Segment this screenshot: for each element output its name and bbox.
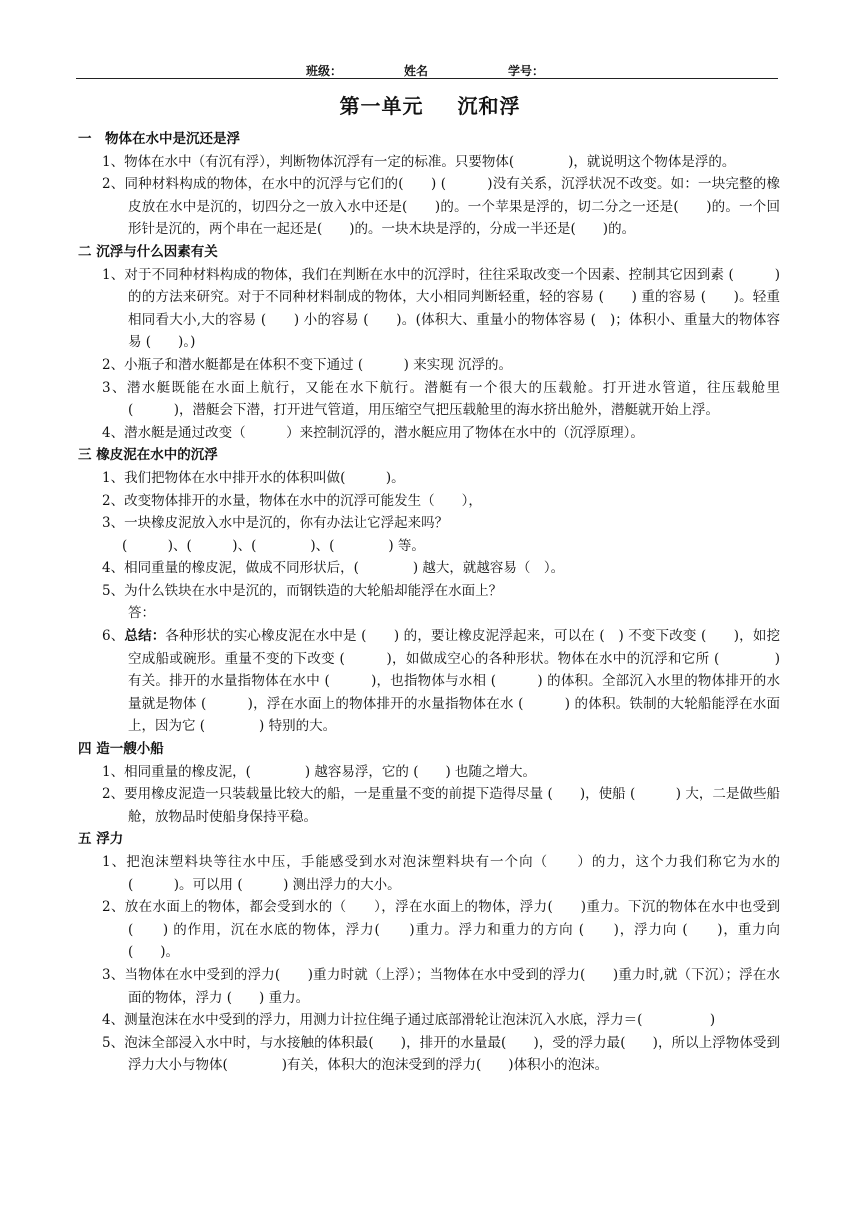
question-item: 4、潜水艇是通过改变（ ）来控制沉浮的，潜水艇应用了物体在水中的（沉浮原理）。 [102, 424, 644, 441]
question-item: 2、同种材料构成的物体，在水中的沉浮与它们的( ) ( )没有关系，沉浮状况不改变。如：一块完整的橡皮放在水中是沉的，切四分之一放入水中还是( )的。一个苹果是浮的，切二分之一还是( )的。一个回形针是沉的，两个串在一起还是( )的。一块木块是浮的，分成一半还是( )的。 [102, 176, 780, 238]
summary-number: 6、 [102, 628, 125, 645]
summary-label: 总结： [124, 628, 166, 645]
question-item: 3、一块橡皮泥放入水中是沉的，你有办法让它浮起来吗？ [102, 515, 449, 532]
question-item: 1、我们把物体在水中排开水的体积叫做( )。 [102, 469, 405, 486]
question-item: 2、要用橡皮泥造一只装载量比较大的船，一是重量不变的前提下造得尽量 ( )，使船 ( ) 大，二是做些船舱，放物品时使船身保持平稳。 [102, 786, 780, 825]
question-item: 1、相同重量的橡皮泥，( ) 越容易浮，它的 ( ) 也随之增大。 [102, 763, 537, 780]
question-item: 2、小瓶子和潜水艇都是在体积不变下通过 ( ) 来实现 沉浮的。 [102, 356, 512, 373]
question-item: 3、潜水艇既能在水面上航行，又能在水下航行。潜艇有一个很大的压载舱。打开进水管道，往压载舱里 ( )，潜艇会下潜，打开进气管道，用压缩空气把压载舱里的海水挤出舱外，潜艇就开始上浮。 [102, 379, 780, 419]
title-topic: 沉和浮 [457, 94, 521, 118]
section-heading: 三 橡皮泥在水中的沉浮 [78, 447, 218, 464]
page-title [0, 90, 860, 119]
answer-options-line: ( )、( )、( )、( ) 等。 [122, 537, 425, 554]
question-item: 3、当物体在水中受到的浮力( )重力时就（上浮）；当物体在水中受到的浮力( )重力时,就（下沉）；浮在水面的物体，浮力 ( ) 重力。 [102, 966, 780, 1006]
section-heading: 二 沉浮与什么因素有关 [78, 243, 218, 260]
worksheet-content [76, 128, 780, 1077]
section-heading: 一 物体在水中是沉还是浮 [78, 131, 240, 147]
class-label: 班级： [306, 64, 343, 78]
title-unit: 第一单元 [339, 94, 424, 118]
question-item: 5、为什么铁块在水中是沉的，而钢铁造的大轮船却能浮在水面上？ [102, 582, 503, 599]
summary-text: 各种形状的实心橡皮泥在水中是 ( ) 的，要让橡皮泥浮起来，可以在 ( ) 不变下改变 ( )，如挖空成船或碗形。重量不变的下改变 ( )，如做成空心的各种形状。物体在水中的沉浮和它所 ( ) 有关。排开的水量指物体在水中 ( )，也指物体与水相 ( ) 的体积。全部沉入水里的物体排开的水量就是物体 ( )，浮在水面上的物体排开的水量指物体在水 ( ) 的体积。铁制的大轮船能浮在水面上，因为它 ( ) 特别的大。 [128, 628, 781, 735]
question-item: 4、测量泡沫在水中受到的浮力，用测力计拉住绳子通过底部滑轮让泡沫沉入水底，浮力＝( ) [102, 1012, 716, 1029]
question-item: 2、改变物体排开的水量，物体在水中的沉浮可能发生（ ）， [102, 492, 482, 509]
question-item: 1、物体在水中（有沉有浮），判断物体沉浮有一定的标准。只要物体( )，就说明这个物体是浮的。 [102, 153, 736, 170]
section-heading: 四 造一艘小船 [78, 741, 164, 758]
section-heading: 五 浮力 [78, 831, 124, 848]
answer-label: 答： [128, 605, 155, 622]
question-item: 2、放在水面上的物体，都会受到水的（ ），浮在水面上的物体，浮力( )重力。下沉的物体在水中也受到 ( ) 的作用，沉在水底的物体，浮力( )重力。浮力和重力的方向 ( )，浮力向 ( )，重力向 ( )。 [102, 899, 780, 961]
name-label: 姓名 [404, 64, 429, 78]
question-item: 5、泡沫全部浸入水中时，与水接触的体积最( )，排开的水量最( )，受的浮力最( )，所以上浮物体受到浮力大小与物体( )有关，体积大的泡沫受到的浮力( )体积小的泡沫。 [102, 1034, 780, 1074]
student-id-label: 学号： [508, 64, 545, 78]
question-item: 1、对于不同种材料构成的物体，我们在判断在水中的沉浮时，往往采取改变一个因素、控制其它因到素 ( ) 的的方法来研究。对于不同种材料制成的物体，大小相同判断轻重，轻的容易 ( ) 重的容易 ( )。轻重相同看大小,大的容易 ( ) 小的容易 ( )。(体积大、重量小的物体容易 ( )；体积小、重量大的物体容易 ( )。) [102, 266, 780, 351]
student-info-header [76, 58, 778, 79]
question-item: 4、相同重量的橡皮泥，做成不同形状后，( ) 越大，就越容易（ ）。 [102, 560, 565, 577]
question-item: 1、把泡沫塑料块等往水中压，手能感受到水对泡沫塑料块有一个向（ ）的力，这个力我们称它为水的 ( )。可以用 ( ) 测出浮力的大小。 [102, 854, 780, 893]
summary-item [76, 625, 780, 738]
